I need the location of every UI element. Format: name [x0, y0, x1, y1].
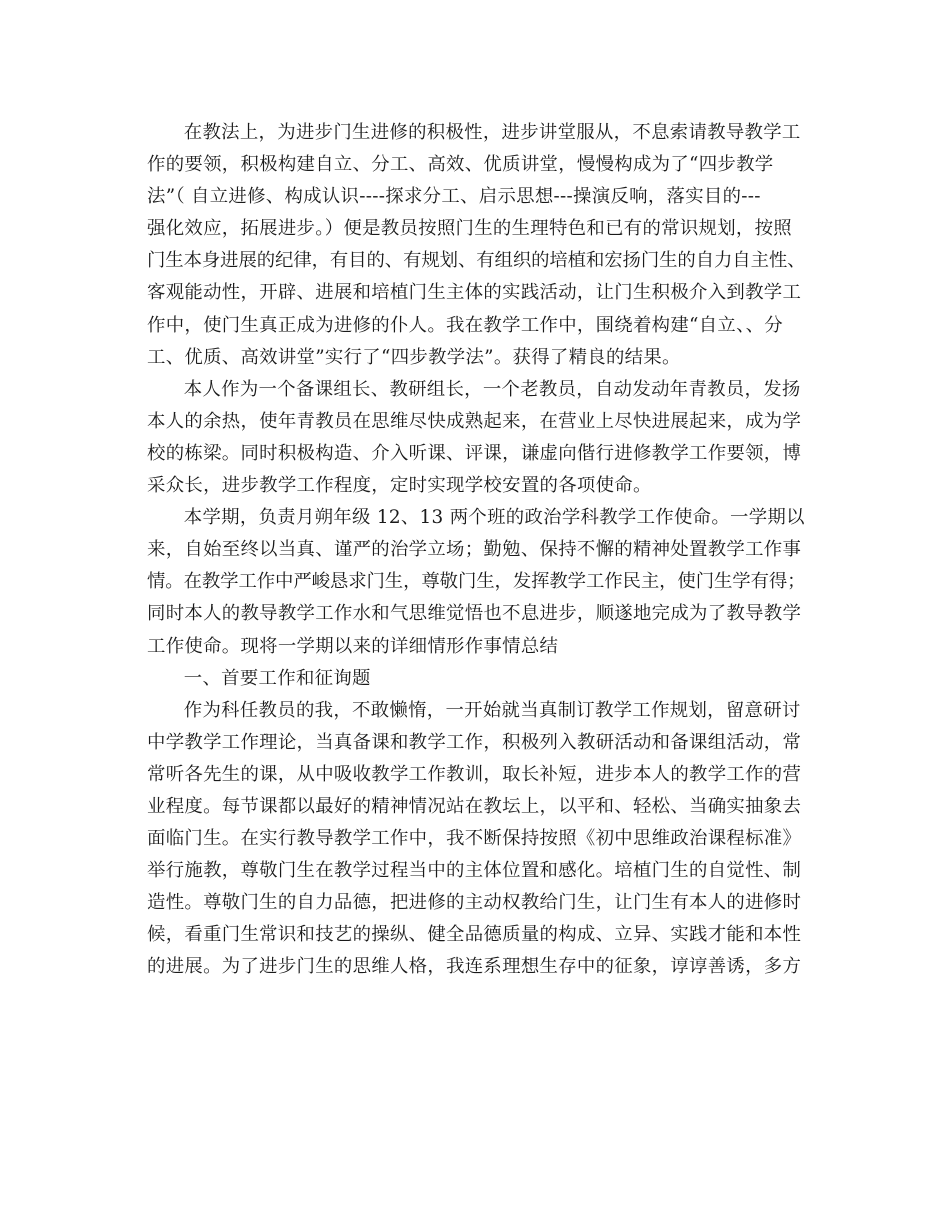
- paragraph-1-line-4: 强化效应，拓展进步。）便是教员按照门生的生理特色和已有的常识规划，按照: [147, 218, 792, 240]
- paragraph-1-line-7: 作中，使门生真正成为进修的仆人。我在教学工作中，围绕着构建“自立、、分: [147, 314, 783, 336]
- paragraph-2-line-4: 采众长，进步教学工作程度，定时实现学校安置的各项使命。: [147, 475, 652, 497]
- paragraph-2-line-1: 本人作为一个备课组长、教研组长，一个老教员，自动发动年青教员，发扬: [183, 378, 801, 400]
- paragraph-3-line-2: 来，自始至终以当真、谨严的治学立场；勤勉、保持不懈的精神处置教学工作事: [147, 539, 802, 561]
- paragraph-4-line-4: 业程度。每节课都以最好的精神情况站在教坛上，以平和、轻松、当确实抽象去: [147, 795, 802, 817]
- paragraph-4-line-8: 候，看重门生常识和技艺的操纵、健全品德质量的构成、立异、实践才能和本性: [147, 924, 802, 946]
- paragraph-1-line-1: 在教法上，为进步门生进修的积极性，进步讲堂服从，不息索请教导教学工: [183, 122, 801, 143]
- paragraph-4-line-1: 作为科任教员的我，不敢懒惰，一开始就当真制订教学工作规划，留意研讨: [183, 699, 801, 721]
- paragraph-3-line-3: 情。在教学工作中严峻恳求门生，尊敬门生，发挥教学工作民主，使门生学有得；: [147, 571, 806, 593]
- paragraph-4-line-6: 举行施教，尊敬门生在教学过程当中的主体位置和感化。培植门生的自觉性、制: [147, 860, 802, 882]
- paragraph-1-line-8: 工、优质、高效讲堂”实行了“四步教学法”。获得了精良的结果。: [147, 346, 681, 368]
- paragraph-1-line-2: 作的要领，积极构建自立、分工、高效、优质讲堂，慢慢构成为了“四步教学: [147, 154, 774, 176]
- paragraph-4-line-7: 造性。尊敬门生的自力品德，把进修的主动权教给门生，让门生有本人的进修时: [147, 892, 802, 914]
- paragraph-2-line-2: 本人的余热，使年青教员在思维尽快成熟起来，在营业上尽快进展起来，成为学: [147, 410, 802, 432]
- paragraph-3-line-5: 工作使命。现将一学期以来的详细情形作事情总结: [147, 635, 559, 657]
- document-body: [147, 117, 807, 984]
- paragraph-4-line-2: 中学教学工作理论，当真备课和教学工作，积极列入教研活动和备课组活动，常: [147, 731, 802, 753]
- paragraph-4-line-5: 面临门生。在实行教导教学工作中，我不断保持按照《初中思维政治课程标准》: [147, 828, 802, 850]
- paragraph-4-line-3: 常听各先生的课，从中吸收教学工作教训，取长补短，进步本人的教学工作的营: [147, 763, 802, 785]
- paragraph-3-line-1: 本学期，负责月朔年级 12、13 两个班的政治学科教学工作使命。一学期以: [183, 507, 805, 529]
- section-heading-1: 一、首要工作和征询题: [183, 667, 371, 689]
- paragraph-1-line-5: 门生本身进展的纪律，有目的、有规划、有组织的培植和宏扬门生的自力自主性、: [147, 250, 806, 272]
- paragraph-1-line-6: 客观能动性，开辟、进展和培植门生主体的实践活动，让门生积极介入到教学工: [147, 282, 802, 304]
- paragraph-3-line-4: 同时本人的教导教学工作水和气思维觉悟也不息进步，顺遂地完成为了教导教学: [147, 603, 802, 625]
- paragraph-4-line-9: 的进展。为了进步门生的思维人格，我连系理想生存中的征象，谆谆善诱，多方: [147, 956, 802, 978]
- paragraph-2-line-3: 校的栋梁。同时积极构造、介入听课、评课，谦虚向偕行进修教学工作要领，博: [147, 442, 802, 464]
- paragraph-1-line-3: 法”（ 自立进修、构成认识----探求分工、启示思想---操演反响，落实目的---: [147, 186, 761, 208]
